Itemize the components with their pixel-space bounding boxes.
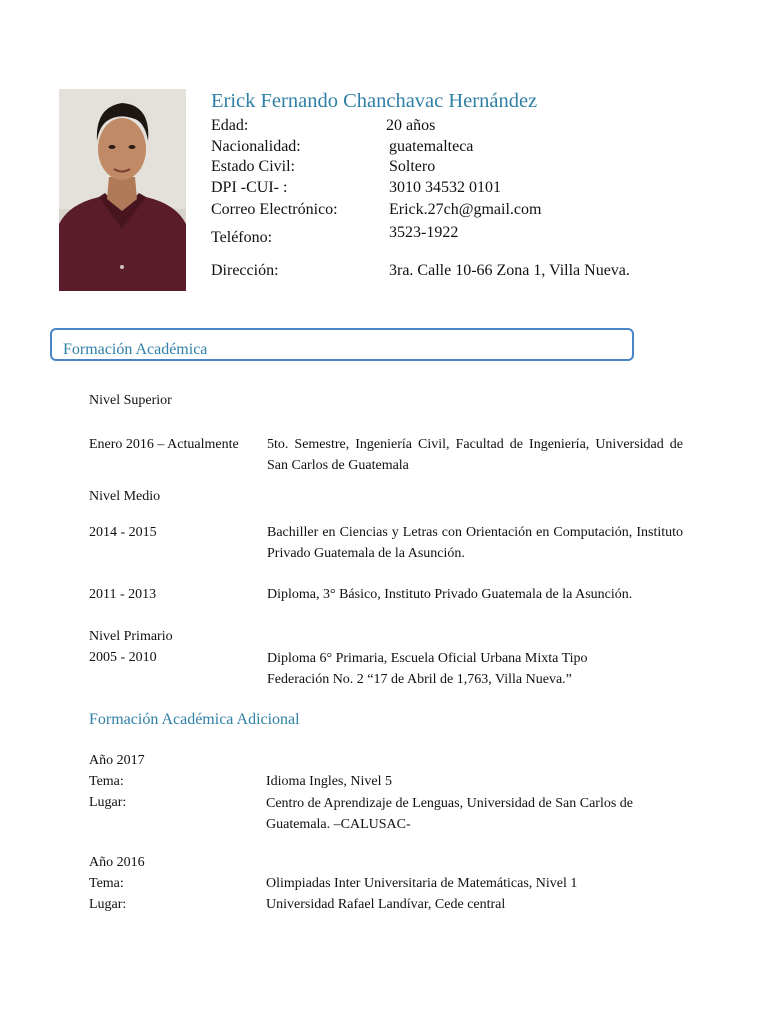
superior-date: Enero 2016 – Actualmente bbox=[89, 437, 239, 452]
dpi-label: DPI -CUI- : bbox=[211, 179, 288, 196]
age-label: Edad: bbox=[211, 117, 249, 134]
civil-status-label: Estado Civil: bbox=[211, 158, 295, 175]
dpi-value: 3010 34532 0101 bbox=[389, 179, 501, 196]
primario-date: 2005 - 2010 bbox=[89, 650, 157, 665]
medio-desc-2: Diploma, 3° Básico, Instituto Privado Guatemala de la Asunción. bbox=[267, 587, 633, 602]
additional-tema-1: Idioma Ingles, Nivel 5 bbox=[266, 774, 392, 789]
medio-desc-1: Bachiller en Ciencias y Letras con Orientación en Computación, Instituto Privado Guatemala de la Asunción. bbox=[267, 525, 683, 561]
profile-photo-image bbox=[59, 89, 186, 291]
candidate-name: Erick Fernando Chanchavac Hernández bbox=[211, 90, 538, 112]
address-value: 3ra. Calle 10-66 Zona 1, Villa Nueva. bbox=[389, 262, 630, 279]
medio-date-1: 2014 - 2015 bbox=[89, 525, 157, 540]
additional-lugar-label-2: Lugar: bbox=[89, 897, 127, 912]
phone-value: 3523-1922 bbox=[389, 224, 459, 241]
primario-desc: Diploma 6° Primaria, Escuela Oficial Urbana Mixta Tipo Federación No. 2 “17 de Abril de 1,763, Villa Nueva.” bbox=[267, 651, 588, 687]
email-value: Erick.27ch@gmail.com bbox=[389, 201, 542, 218]
email-label: Correo Electrónico: bbox=[211, 201, 338, 218]
additional-tema-2: Olimpiadas Inter Universitaria de Matemáticas, Nivel 1 bbox=[266, 876, 578, 891]
additional-section-title: Formación Académica Adicional bbox=[89, 711, 300, 728]
age-value: 20 años bbox=[386, 117, 436, 134]
phone-label: Teléfono: bbox=[211, 229, 273, 246]
additional-lugar-2: Universidad Rafael Landívar, Cede central bbox=[266, 897, 506, 912]
medio-heading: Nivel Medio bbox=[89, 489, 161, 504]
additional-tema-label-2: Tema: bbox=[89, 876, 124, 891]
civil-status-value: Soltero bbox=[389, 158, 436, 175]
nationality-value: guatemalteca bbox=[389, 138, 474, 155]
additional-lugar-label-1: Lugar: bbox=[89, 795, 127, 810]
nationality-label: Nacionalidad: bbox=[211, 138, 301, 155]
superior-desc: 5to. Semestre, Ingeniería Civil, Facultad de Ingeniería, Universidad de San Carlos de Guatemala bbox=[267, 437, 683, 473]
address-label: Dirección: bbox=[211, 262, 279, 279]
medio-date-2: 2011 - 2013 bbox=[89, 587, 157, 602]
additional-tema-label-1: Tema: bbox=[89, 774, 124, 789]
education-section-title: Formación Académica bbox=[63, 341, 208, 358]
primario-heading: Nivel Primario bbox=[89, 629, 173, 644]
additional-year-1: Año 2017 bbox=[89, 753, 145, 768]
superior-heading: Nivel Superior bbox=[89, 393, 172, 408]
additional-year-2: Año 2016 bbox=[89, 855, 145, 870]
profile-photo bbox=[59, 89, 186, 291]
additional-lugar-1: Centro de Aprendizaje de Lenguas, Universidad de San Carlos de Guatemala. –CALUSAC- bbox=[266, 796, 634, 832]
